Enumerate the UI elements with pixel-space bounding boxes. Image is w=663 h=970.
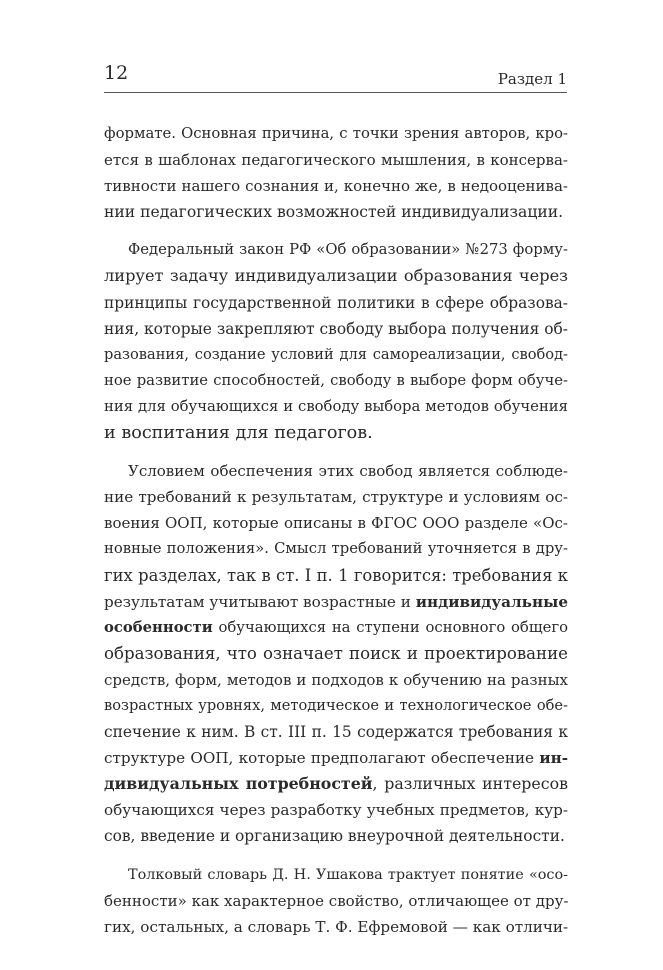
paragraph-2 — [104, 237, 568, 446]
paragraph-3 — [104, 458, 568, 849]
text-line: воения ООП, которые описаны в ФГОС ООО разделе «Ос- — [104, 514, 568, 533]
text-line: ется в шаблонах педагогического мышления, в консерва- — [104, 151, 568, 170]
text-line: нии педагогических возможностей индивидуализации. — [104, 203, 564, 222]
text-line: обучающихся через разработку учебных предметов, кур- — [104, 801, 568, 820]
text-run: структуре ООП, которые предполагают обеспечение — [104, 749, 540, 768]
text-line: возрастных уровнях, методическое и технологическое обе- — [104, 696, 568, 714]
paragraph-4 — [104, 862, 568, 940]
text-line: спечение к ним. В ст. III п. 15 содержатся требования к — [104, 723, 568, 742]
text-line: сов, введение и организацию внеурочной деятельности. — [104, 827, 565, 846]
text-line: Федеральный закон РФ «Об образовании» №273 форму- — [128, 241, 568, 259]
bold-term: особенности — [104, 618, 213, 636]
text-run: обучающихся на ступени основного общего — [212, 618, 568, 636]
text-run: результатам учитывают возрастные и — [104, 592, 416, 611]
bold-term: дивидуальных потребностей — [104, 774, 373, 794]
text-line: новные положения». Смысл требований уточняется в дру- — [104, 540, 568, 558]
text-line: форматe. Основная причина, с точки зрения авторов, кро- — [104, 125, 568, 142]
bold-term: ин- — [539, 749, 568, 768]
text-line — [104, 589, 568, 615]
text-line: тивности нашего сознания и, конечно же, в недооценива- — [104, 177, 568, 196]
text-line: бенности» как характерное свойство, отличающее от дру- — [104, 891, 569, 910]
text-line: принципы государственной политики в сфере образова- — [104, 293, 568, 312]
text-line: образования, что означает поиск и проектирование — [104, 643, 568, 663]
text-line: гих разделах, так в ст. I п. 1 говорится: требования к — [104, 565, 568, 585]
text-run: , различных интересов — [372, 774, 569, 794]
text-line: ное развитие способностей, свободу в выборе форм обуче- — [104, 371, 568, 389]
paragraph-1 — [104, 121, 568, 225]
text-line: Толковый словарь Д. Н. Ушакова трактует понятие «осо- — [128, 866, 568, 883]
text-line — [104, 771, 568, 797]
text-line: ния, которые закрепляют свободу выбора получения об- — [104, 319, 568, 338]
text-line: разования, создание условий для самореализации, свобод- — [104, 345, 568, 363]
text-line: ние требований к результатам, структуре и условиям ос- — [104, 488, 568, 507]
section-title: Раздел 1 — [497, 70, 567, 88]
text-line: ния для обучающихся и свободу выбора методов обучения — [104, 397, 568, 415]
text-line: средств, форм, методов и подходов к обучению на разных — [104, 670, 568, 689]
bold-term: индивидуальные — [415, 592, 568, 611]
running-header — [104, 62, 567, 93]
text-line: Условием обеспечения этих свобод является соблюде- — [128, 462, 568, 481]
text-line — [104, 615, 568, 641]
text-line: лирует задачу индивидуализации образования через — [104, 266, 568, 286]
text-line — [104, 745, 568, 771]
text-line: гих, остальных, а словарь Т. Ф. Ефремовой — как отличи- — [104, 917, 569, 936]
body-text — [104, 121, 568, 952]
text-line: и воспитания для педагогов. — [104, 423, 373, 444]
page-number: 12 — [104, 62, 129, 84]
